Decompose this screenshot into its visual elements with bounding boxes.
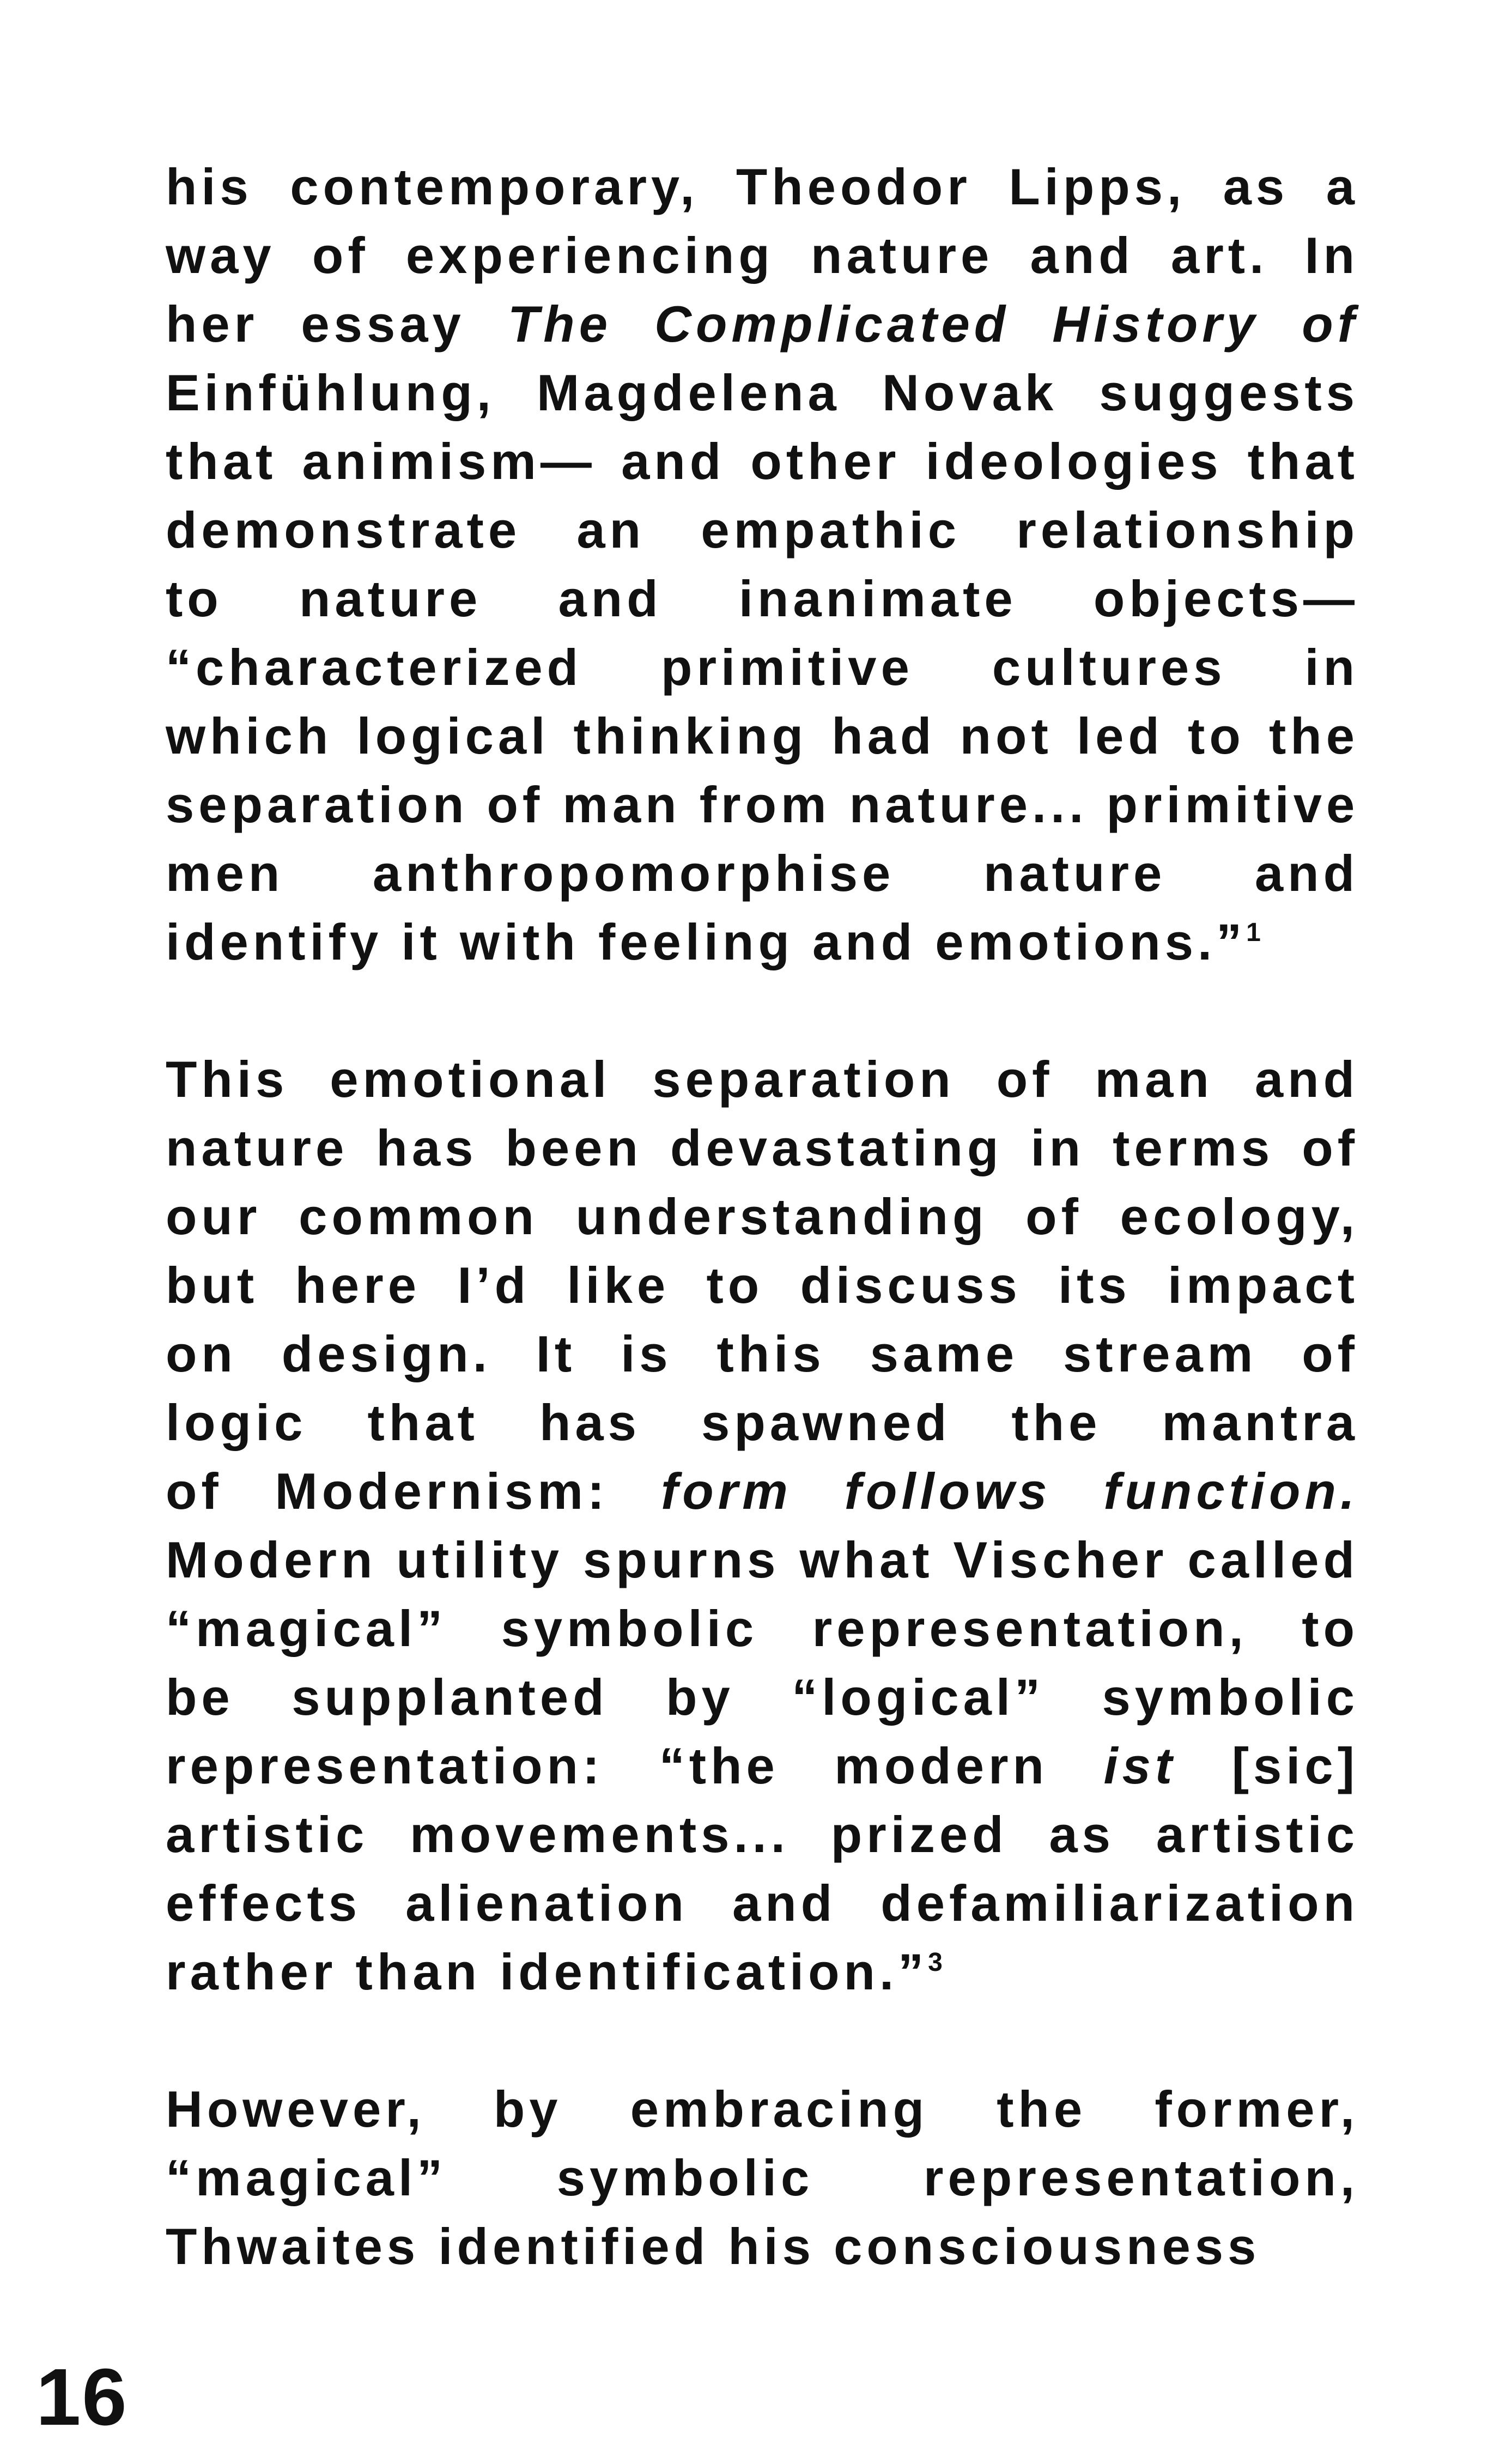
text-run: men anthropomorphise nature and bbox=[166, 845, 1359, 902]
text-line bbox=[166, 496, 1359, 565]
text-line bbox=[166, 290, 1359, 359]
text-line bbox=[166, 1114, 1359, 1182]
text-run: [sic] bbox=[1176, 1737, 1359, 1794]
text-run: Einfühlung, Magdelena Novak suggests bbox=[166, 364, 1359, 421]
body-text-column bbox=[166, 153, 1359, 2281]
text-run: effects alienation and defamiliarization bbox=[166, 1874, 1359, 1932]
text-run: representation: “the modern bbox=[166, 1737, 1104, 1794]
text-run: of Modernism: bbox=[166, 1462, 661, 1520]
italic-text-run: form follows function. bbox=[660, 1462, 1359, 1520]
text-run: separation of man from nature... primitive bbox=[166, 776, 1359, 833]
text-line bbox=[166, 633, 1359, 702]
text-run: demonstrate an empathic relationship bbox=[166, 501, 1359, 559]
text-line bbox=[166, 1182, 1359, 1251]
text-line bbox=[166, 221, 1359, 290]
text-run: “magical” symbolic representation, to bbox=[166, 1600, 1359, 1657]
text-run: However, by embracing the former, bbox=[166, 2080, 1359, 2138]
text-line bbox=[166, 1457, 1359, 1526]
text-run: artistic movements... prized as artistic bbox=[166, 1806, 1359, 1863]
paragraph-spacer bbox=[166, 976, 1359, 1045]
text-run: be supplanted by “logical” symbolic bbox=[166, 1668, 1359, 1726]
text-run: his contemporary, Theodor Lipps, as a bbox=[166, 158, 1359, 215]
text-run: on design. It is this same stream of bbox=[166, 1325, 1359, 1382]
paragraph bbox=[166, 1045, 1359, 2006]
text-line bbox=[166, 153, 1359, 221]
text-line bbox=[166, 1732, 1359, 1800]
footnote-marker: 1 bbox=[1246, 918, 1261, 947]
text-line bbox=[166, 1800, 1359, 1869]
text-run: which logical thinking had not led to the bbox=[166, 707, 1359, 764]
text-run: to nature and inanimate objects— bbox=[166, 570, 1359, 627]
text-run: Modern utility spurns what Vischer called bbox=[166, 1531, 1359, 1588]
text-line bbox=[166, 2075, 1359, 2144]
paragraph bbox=[166, 153, 1359, 976]
text-run: “characterized primitive cultures in bbox=[166, 639, 1359, 696]
text-line bbox=[166, 2212, 1359, 2281]
text-line bbox=[166, 427, 1359, 496]
text-line bbox=[166, 839, 1359, 908]
text-line bbox=[166, 1251, 1359, 1320]
text-line bbox=[166, 1663, 1359, 1732]
text-run: identify it with feeling and emotions.” bbox=[166, 913, 1247, 970]
text-run: This emotional separation of man and bbox=[166, 1051, 1359, 1108]
paragraph-spacer bbox=[166, 2006, 1359, 2075]
italic-text-run: The Complicated History of bbox=[507, 295, 1359, 353]
text-run: way of experiencing nature and art. In bbox=[166, 227, 1359, 284]
text-line bbox=[166, 1938, 1359, 2006]
paragraph bbox=[166, 2075, 1359, 2281]
text-line bbox=[166, 565, 1359, 633]
text-line bbox=[166, 1526, 1359, 1594]
text-run: logic that has spawned the mantra bbox=[166, 1394, 1359, 1451]
text-line bbox=[166, 702, 1359, 770]
text-line bbox=[166, 1594, 1359, 1663]
text-run: Thwaites identified his consciousness bbox=[166, 2218, 1261, 2275]
text-run: nature has been devastating in terms of bbox=[166, 1119, 1359, 1176]
text-line bbox=[166, 908, 1359, 976]
text-line bbox=[166, 2144, 1359, 2212]
text-run: her essay bbox=[166, 295, 508, 353]
page-number: 16 bbox=[36, 2352, 128, 2442]
text-line bbox=[166, 1045, 1359, 1114]
text-run: that animism— and other ideologies that bbox=[166, 433, 1359, 490]
text-line bbox=[166, 1869, 1359, 1938]
text-line bbox=[166, 359, 1359, 427]
italic-text-run: ist bbox=[1103, 1737, 1177, 1794]
text-line bbox=[166, 770, 1359, 839]
footnote-marker: 3 bbox=[928, 1948, 943, 1977]
text-run: but here I’d like to discuss its impact bbox=[166, 1257, 1359, 1314]
text-run: our common understanding of ecology, bbox=[166, 1188, 1359, 1245]
text-line bbox=[166, 1320, 1359, 1388]
text-run: rather than identification.” bbox=[166, 1943, 928, 2000]
text-run: “magical” symbolic representation, bbox=[166, 2149, 1359, 2206]
text-line bbox=[166, 1388, 1359, 1457]
